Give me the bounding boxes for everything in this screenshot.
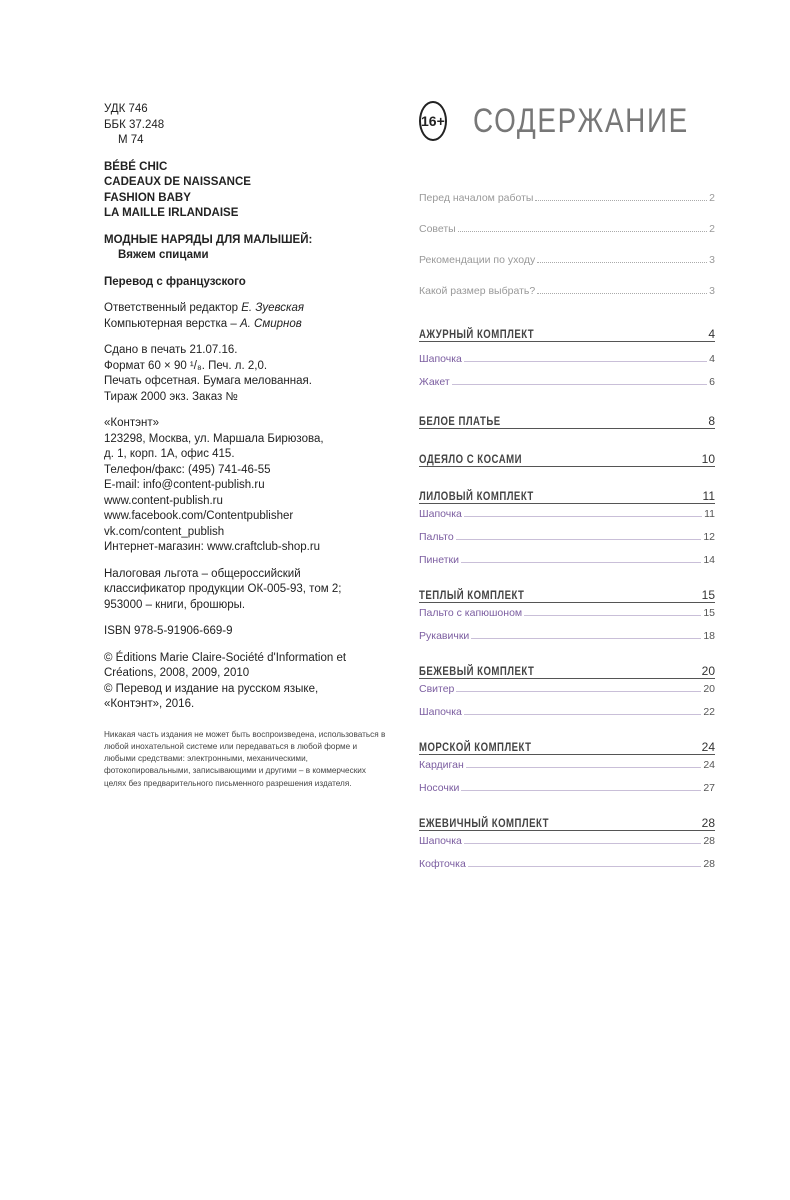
toc-subitem[interactable] (419, 704, 715, 718)
original-title: CADEAUX DE NAISSANCE (104, 176, 251, 188)
section-page: 8 (708, 414, 715, 428)
toc-section-title[interactable] (419, 586, 715, 603)
toc-subitem[interactable] (419, 529, 715, 543)
editor-name: Е. Зуевская (241, 302, 304, 314)
subitem-page: 12 (703, 531, 715, 543)
toc-section-title[interactable] (419, 412, 715, 429)
subitem-page: 24 (703, 759, 715, 771)
toc-section (419, 325, 715, 388)
toc-section (419, 738, 715, 794)
original-title: LA MAILLE IRLANDAISE (104, 207, 239, 219)
toc-intro-item[interactable] (419, 252, 715, 266)
copyright (104, 651, 394, 713)
translation: Перевод с французского (104, 275, 246, 288)
subitem-page: 28 (703, 835, 715, 847)
subitem-page: 20 (703, 683, 715, 695)
leader-dots (458, 231, 707, 232)
tax-info (104, 567, 394, 614)
tax-line: 953000 – книги, брошюры. (104, 598, 246, 611)
section-page: 4 (708, 327, 715, 341)
print-line: Тираж 2000 экз. Заказ № (104, 390, 238, 403)
copyright-line: © Перевод и издание на русском языке, (104, 682, 319, 695)
print-line: Сдано в печать 21.07.16. (104, 344, 238, 356)
subitem-label: Пальто (419, 531, 454, 543)
publisher-line: Интернет-магазин: www.craftclub-shop.ru (104, 541, 321, 553)
toc-subitem[interactable] (419, 605, 715, 619)
publisher-line: www.facebook.com/Contentpublisher (104, 510, 294, 522)
toc-section (419, 586, 715, 642)
publisher-line: д. 1, корп. 1А, офис 415. (104, 448, 235, 460)
layout-line (104, 317, 394, 333)
section-page: 10 (701, 452, 715, 466)
toc-subitem[interactable] (419, 833, 715, 847)
toc-subitem[interactable] (419, 552, 715, 566)
leader-dots (537, 262, 707, 263)
section-label: БЕЖЕВЫЙ КОМПЛЕКТ (419, 664, 535, 678)
toc-section (419, 662, 715, 718)
toc-section (419, 814, 715, 870)
section-page: 28 (701, 816, 715, 830)
toc-item-label: Перед началом работы (419, 192, 534, 204)
toc-intro-item[interactable] (419, 190, 715, 204)
isbn-block (104, 624, 394, 640)
staff (104, 301, 394, 332)
toc-subitem[interactable] (419, 780, 715, 794)
toc-subitem[interactable] (419, 681, 715, 695)
subitem-page: 27 (703, 782, 715, 794)
toc-section-title[interactable] (419, 325, 715, 342)
subitem-page: 6 (709, 376, 715, 388)
leader-line (464, 516, 702, 517)
leader-line (461, 790, 701, 791)
translation-note (104, 275, 394, 291)
leader-line (464, 843, 701, 844)
toc-section (419, 450, 715, 467)
subitem-label: Шапочка (419, 508, 462, 520)
subtitle: Вяжем спицами (118, 249, 209, 261)
leader-line (456, 539, 702, 540)
subitem-label: Кофточка (419, 858, 466, 870)
leader-line (471, 638, 701, 639)
toc-item-page: 2 (709, 223, 715, 235)
toc-intro-list (419, 190, 715, 297)
leader-line (461, 562, 701, 563)
toc-section-title[interactable] (419, 662, 715, 679)
toc-item-label: Какой размер выбрать? (419, 285, 536, 297)
toc-subitem[interactable] (419, 506, 715, 520)
toc-intro-item[interactable] (419, 283, 715, 297)
original-titles (104, 160, 394, 222)
layout-label: Компьютерная верстка – (104, 317, 240, 330)
leader-line (452, 384, 707, 385)
publisher-line: vk.com/content_publish (104, 525, 225, 538)
imprint-column (104, 102, 394, 790)
subitem-label: Рукавички (419, 630, 470, 642)
subitem-page: 4 (709, 353, 715, 365)
print-info (104, 343, 394, 405)
toc-heading: СОДЕРЖАНИЕ (472, 101, 689, 140)
toc-subitem[interactable] (419, 374, 715, 388)
editor-label: Ответственный редактор (104, 302, 242, 314)
subitem-label: Пальто с капюшоном (419, 607, 523, 619)
leader-line (524, 615, 701, 616)
classification-codes (104, 102, 394, 149)
section-page: 24 (701, 740, 715, 754)
toc-item-page: 2 (709, 192, 715, 204)
toc-section-title[interactable] (419, 814, 715, 831)
legal-notice: Никакая часть издания не может быть воспроизведена, использоваться в любой инoxaтельной системе или передаваться в любой форме и любыми средствами: электронными, механическими, фотокопировальными, записывающими и другими – в коммерческих целях без предварительного письменного разрешения издателя. (104, 729, 386, 788)
leader-line (464, 361, 707, 362)
toc-section (419, 487, 715, 566)
isbn: ISBN 978-5-91906-669-9 (104, 625, 233, 637)
publisher-info (104, 416, 394, 556)
author-mark: М 74 (118, 134, 144, 146)
subitem-page: 28 (703, 858, 715, 870)
toc-subitem[interactable] (419, 351, 715, 365)
tax-line: классификатор продукции ОК-005-93, том 2; (104, 583, 342, 595)
original-title: FASHION BABY (104, 191, 191, 204)
subitem-label: Кардиган (419, 759, 464, 771)
copyright-line: © Éditions Marie Claire-Société d'Information et (104, 651, 347, 664)
publisher-line: www.content-publish.ru (104, 494, 223, 507)
subitem-page: 14 (703, 554, 715, 566)
leader-line (456, 691, 701, 692)
toc-item-page: 3 (709, 254, 715, 266)
section-page: 15 (701, 588, 715, 602)
publisher-line: E-mail: info@content-publish.ru (104, 479, 265, 491)
table-of-contents (419, 96, 715, 870)
section-label: ЕЖЕВИЧНЫЙ КОМПЛЕКТ (419, 816, 549, 830)
toc-item-label: Рекомендации по уходу (419, 254, 536, 266)
subitem-label: Шапочка (419, 835, 462, 847)
toc-section-title[interactable] (419, 450, 715, 467)
age-rating-badge: 16+ (419, 101, 447, 141)
leader-dots (535, 200, 707, 201)
section-page: 11 (702, 489, 715, 503)
editor-line (104, 301, 394, 317)
toc-section-title[interactable] (419, 738, 715, 755)
leader-line (464, 714, 701, 715)
leader-line (468, 866, 702, 867)
subitem-label: Свитер (419, 683, 455, 695)
layout-name: А. Смирнов (239, 317, 302, 330)
book-title (104, 233, 394, 264)
toc-section (419, 412, 715, 429)
subitem-page: 22 (703, 706, 715, 718)
original-title: BÉBÉ CHIC (104, 160, 168, 173)
toc-item-page: 3 (709, 285, 715, 297)
subitem-page: 11 (704, 508, 715, 520)
leader-line (466, 767, 702, 768)
section-label: МОРСКОЙ КОМПЛЕКТ (419, 740, 532, 754)
toc-section-title[interactable] (419, 487, 715, 504)
toc-item-label: Советы (419, 223, 456, 235)
section-label: БЕЛОЕ ПЛАТЬЕ (419, 414, 501, 428)
tax-line: Налоговая льгота – общероссийский (104, 567, 301, 580)
copyright-line: Créations, 2008, 2009, 2010 (104, 667, 250, 679)
title: МОДНЫЕ НАРЯДЫ ДЛЯ МАЛЫШЕЙ: (104, 233, 313, 246)
bbk-code: ББК 37.248 (104, 118, 165, 131)
subitem-label: Носочки (419, 782, 460, 794)
publisher-line: Телефон/факс: (495) 741-46-55 (104, 463, 271, 476)
udk-code: УДК 746 (104, 103, 148, 115)
subitem-page: 15 (703, 607, 715, 619)
section-label: ТЕПЛЫЙ КОМПЛЕКТ (419, 588, 525, 602)
subitem-page: 18 (703, 630, 715, 642)
section-page: 20 (701, 664, 715, 678)
toc-subitem[interactable] (419, 856, 715, 870)
leader-dots (537, 293, 707, 294)
subitem-label: Жакет (419, 376, 450, 388)
print-line: Формат 60 × 90 ¹/₈. Печ. л. 2,0. (104, 359, 268, 372)
toc-intro-item[interactable] (419, 221, 715, 235)
copyright-line: «Контэнт», 2016. (104, 698, 195, 710)
section-label: ЛИЛОВЫЙ КОМПЛЕКТ (419, 489, 534, 503)
toc-header (419, 96, 715, 146)
subitem-label: Шапочка (419, 353, 462, 365)
toc-subitem[interactable] (419, 628, 715, 642)
toc-subitem[interactable] (419, 757, 715, 771)
section-label: ОДЕЯЛО С КОСАМИ (419, 452, 523, 466)
subitem-label: Шапочка (419, 706, 462, 718)
subitem-label: Пинетки (419, 554, 459, 566)
print-line: Печать офсетная. Бумага мелованная. (104, 375, 312, 387)
publisher-line: «Контэнт» (104, 417, 159, 429)
section-label: АЖУРНЫЙ КОМПЛЕКТ (419, 327, 535, 341)
publisher-line: 123298, Москва, ул. Маршала Бирюзова, (104, 432, 324, 445)
